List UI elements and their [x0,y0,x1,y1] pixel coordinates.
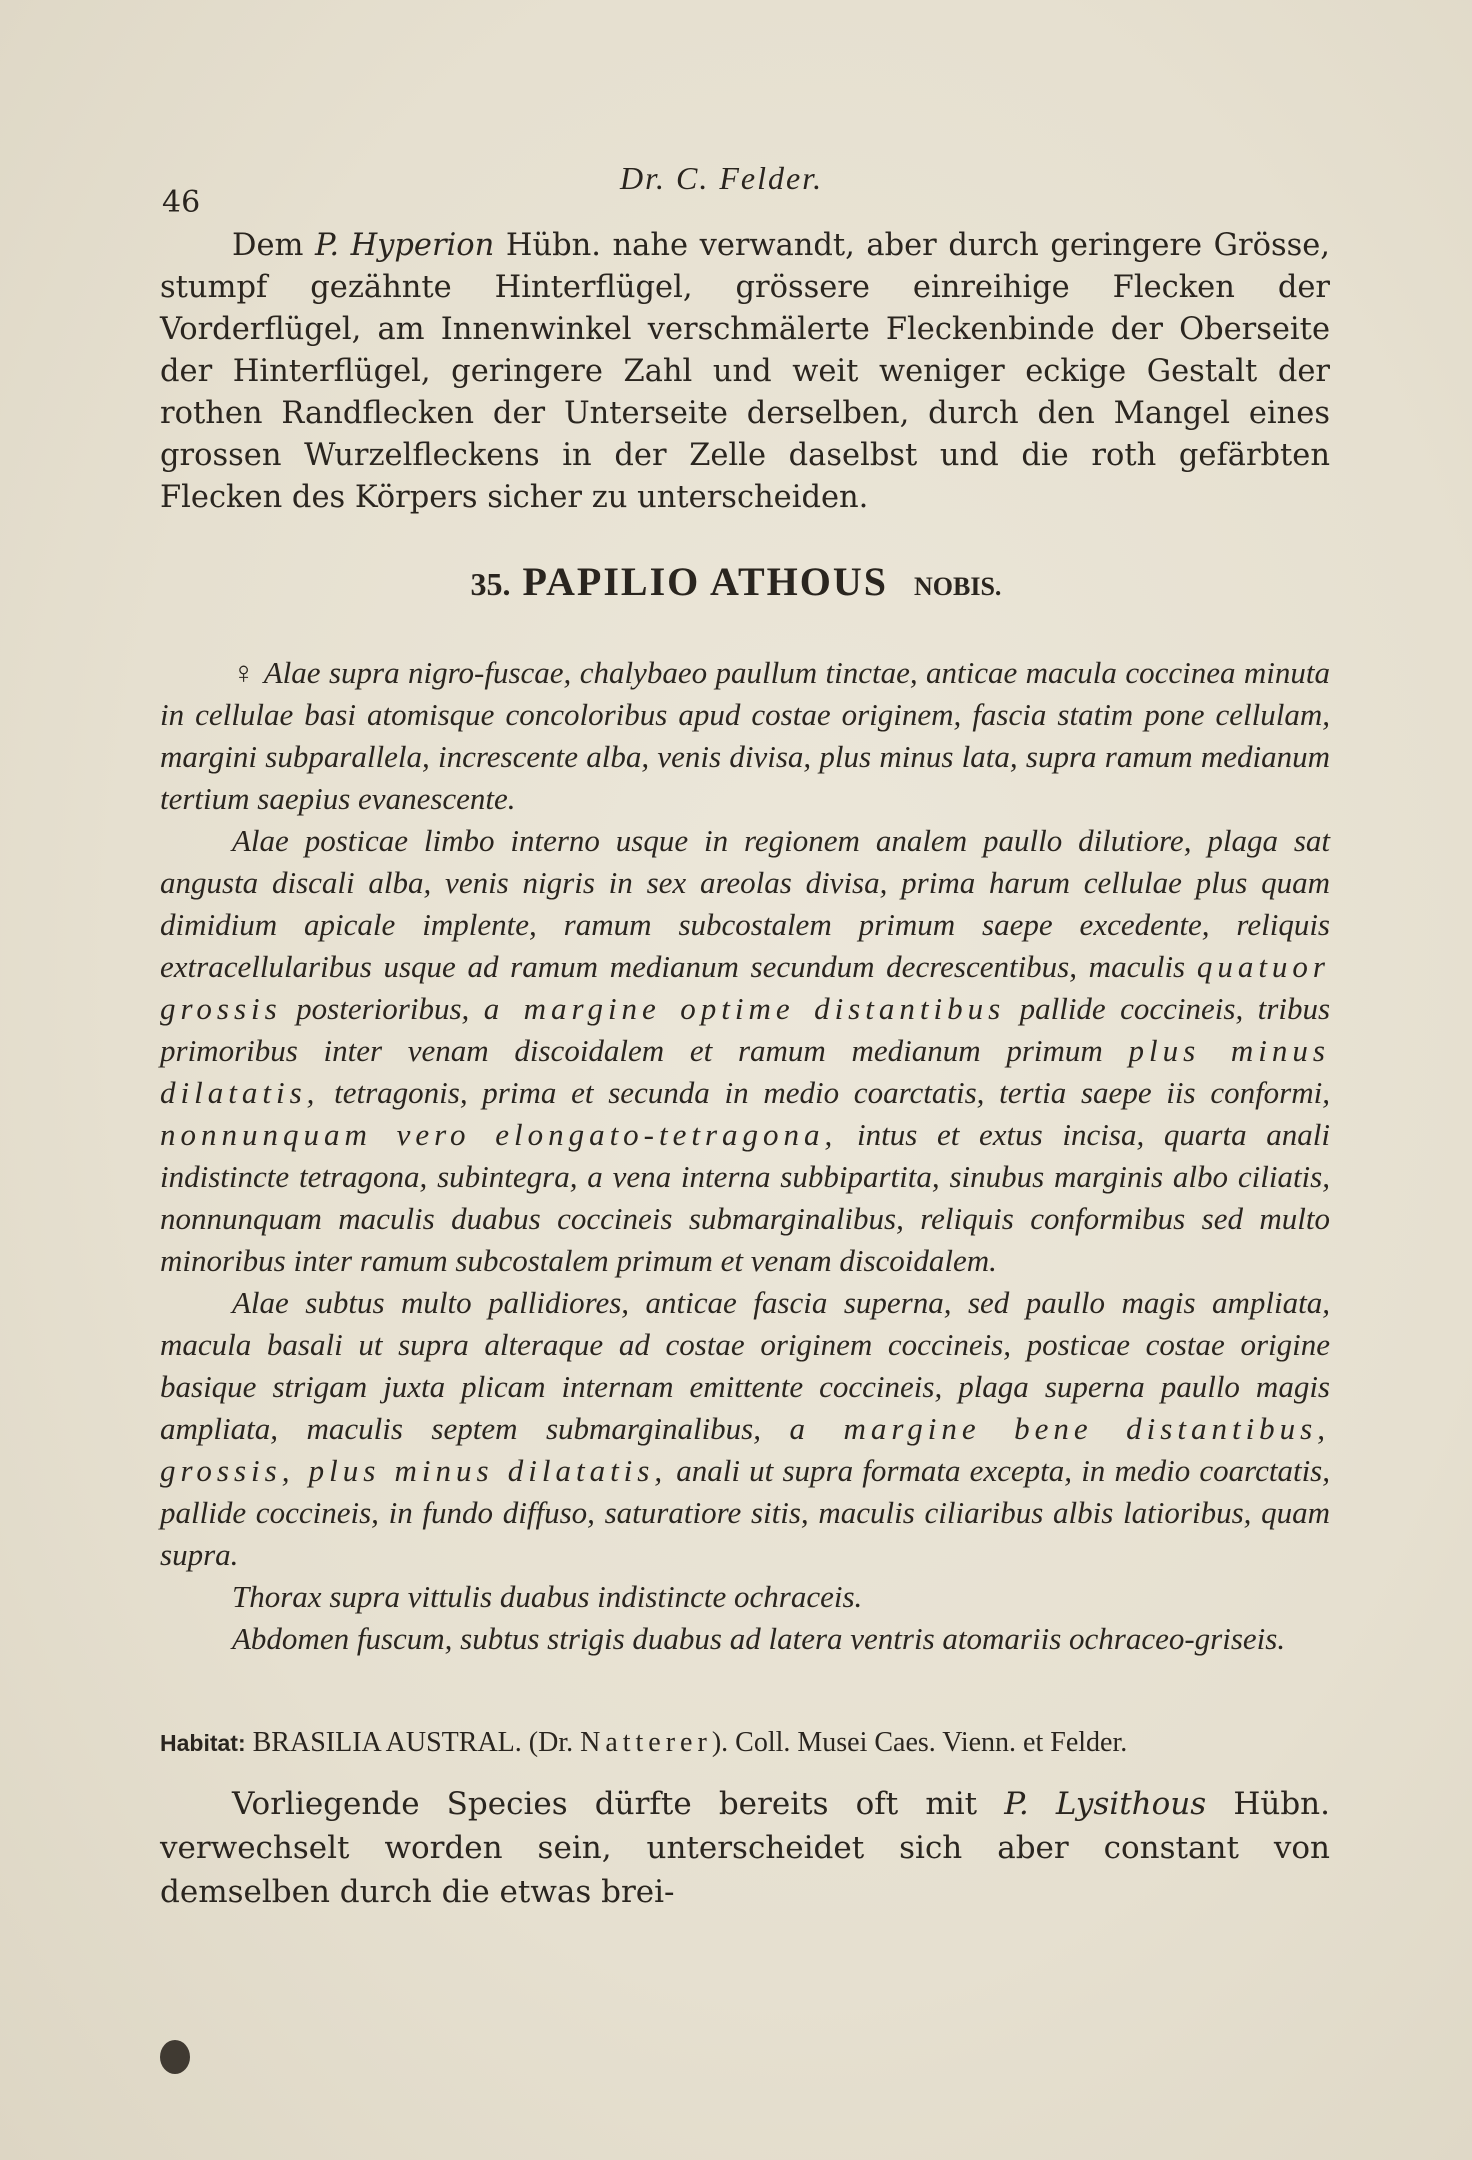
description-abdomen: Abdomen fuscum, subtus strigis duabus ad latera ventris atomariis ochraceo-griseis. [232,1621,1286,1656]
description-thorax: Thorax supra vittulis duabus indistincte ochraceis. [232,1579,863,1614]
description-forewing: ♀ Alae supra nigro-fuscae, chalybaeo paullum tinctae, anticae macula coccinea minuta in cellulae basi atomisque concoloribus apud costae originem, fascia statim pone cellulam, margini subparallela, increscente alba, venis divisa, plus minus lata, supra ramum medianum tertium saepius evanescente. [160,655,1330,816]
text-run: tetragonis, prima et secunda in medio coarctatis, tertia saepe iis conformi, [319,1075,1330,1110]
species-reference: P. Hyperion [314,228,495,263]
text-run: Alae posticae limbo interno usque in regionem analem paullo dilutiore, plaga sat angusta discali alba, venis nigris in sex areolas divisa, prima harum cellulae plus quam dimidium apicale implente, ramum subcostalem primum saepe excedente, reliquis extracellularibus usque ad ramum medianum secundum decrescentibus, maculis [160,823,1330,984]
habitat-line [160,1723,1332,1763]
latin-description [160,652,1330,1660]
text-run: Alae subtus multo pallidiores, anticae fascia superna, sed paullo magis ampliata, macula basali ut supra alteraque ad costae originem coccineis, posticae costae origine basique strigam juxta plicam internam emittente coccineis, plaga superna paullo magis ampliata, maculis septem submarginalibus, [160,1285,1330,1446]
remark-paragraph [160,1782,1330,1914]
species-heading [0,558,1472,605]
intro-section [160,225,1330,519]
spaced-text: nonnunquam vero elongato-tetragona, [160,1117,838,1152]
intro-paragraph [160,225,1330,519]
remark-section [160,1782,1330,1914]
text-run: intus et extus incisa, quarta anali indistincte tetragona, subintegra, a vena interna subbipartita, sinubus marginis albo ciliatis, nonnunquam maculis duabus coccineis submarginalibus, reliquis conformibus sed multo minoribus inter ramum subcostalem primum et venam discoidalem. [160,1117,1330,1278]
description-hindwing [160,820,1330,1282]
description-underside [160,1282,1330,1576]
habitat-label: Habitat: [160,1730,246,1756]
page-number: 46 [162,185,201,220]
text-run: pallide coccineis, tribus primoribus inter venam discoidalem et ramum medianum primum [160,991,1331,1068]
text-run: Hübn. verwechselt worden sein, unterscheidet sich aber constant von demselben durch die etwas brei- [160,1786,1330,1910]
text-run: Vorliegende Species dürfte bereits oft mit [232,1786,1005,1822]
text-run: anali ut supra formata excepta, in medio coarctatis, pallide coccineis, in fundo diffuso, saturatiore sitis, maculis ciliaribus albis latioribus, quam supra. [160,1453,1330,1572]
habitat-collector: Natterer [580,1727,712,1758]
habitat-collection: ). Coll. Musei Caes. Vienn. et Felder. [711,1727,1128,1758]
intro-prefix: Dem [232,228,315,263]
species-reference: P. Lysithous [1004,1786,1207,1822]
species-name: PAPILIO ATHOUS [522,559,889,604]
spaced-text: a margine optime distantibus [483,991,1006,1026]
text-run: posterioribus, [281,991,484,1026]
species-number: 35. [470,566,511,602]
habitat-locality: BRASILIA AUSTRAL. (Dr. [245,1727,581,1758]
spaced-text: a margine bene distantibus, grossis, plus minus dilatatis, [160,1411,1331,1488]
intro-text: Hübn. nahe verwandt, aber durch geringere Grösse, stumpf gezähnte Hinterflügel, grössere einreihige Flecken der Vorderflügel, am Innenwinkel verschmälerte Fleckenbinde der Oberseite der Hinterflügel, geringere Zahl und weit weniger eckige Gestalt der rothen Randflecken der Unterseite derselben, durch den Mangel eines grossen Wurzelfleckens in der Zelle daselbst und die roth gefärbten Flecken des Körpers sicher zu unterscheiden. [160,228,1331,515]
spaced-text: quatuor grossis [160,949,1330,1026]
ink-smudge [160,2040,190,2074]
running-head: Dr. C. Felder. [620,160,824,196]
spaced-text: plus minus dilatatis, [160,1033,1330,1110]
species-authority: NOBIS. [914,572,1002,601]
